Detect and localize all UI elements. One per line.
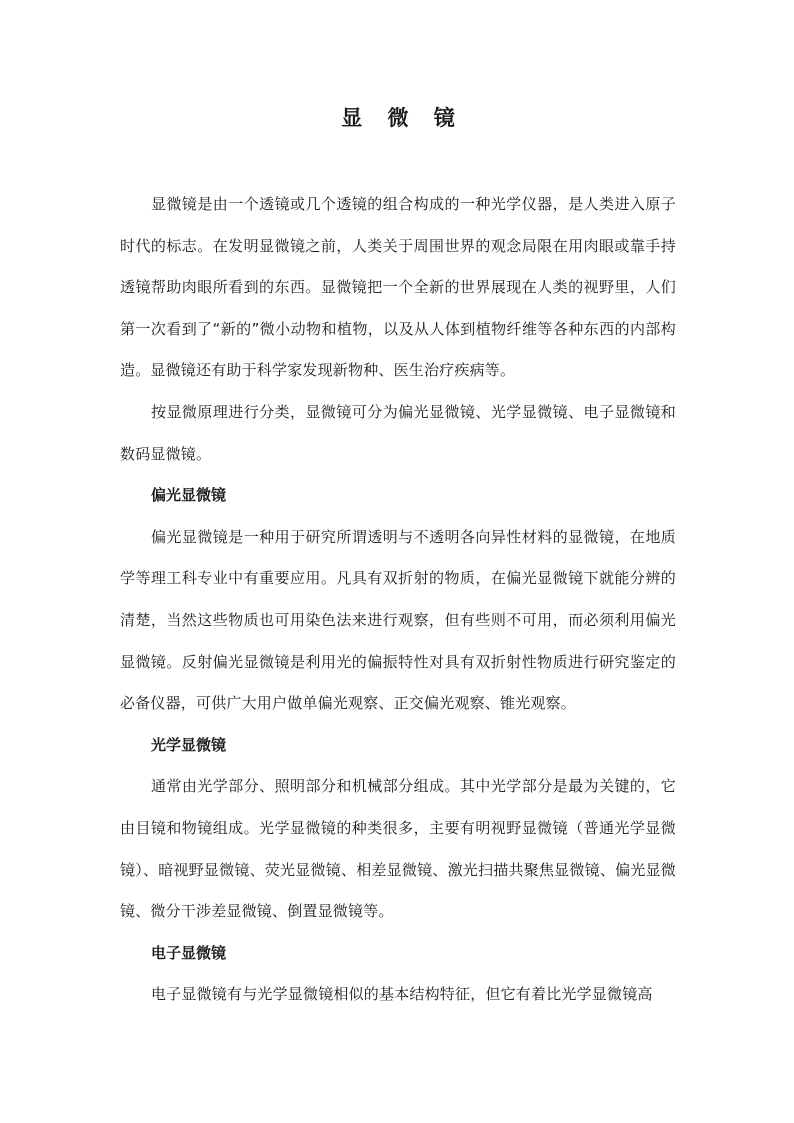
- page-title: 显 微 镜: [341, 106, 464, 130]
- section-paragraph: 偏光显微镜是一种用于研究所谓透明与不透明各向异性材料的显微镜，在地质学等理工科专业中有重要应用。凡具有双折射的物质，在偏光显微镜下就能分辨的清楚，当然这些物质也可用染色法来进行观察，但有些则不可用，而必须利用偏光显微镜。反射偏光显微镜是利用光的偏振特性对具有双折射性物质进行研究鉴定的必备仪器，可供广大用户做单偏光观察、正交偏光观察、锥光观察。: [120, 527, 676, 713]
- document-body: [120, 184, 676, 1016]
- section-polarizing-microscope: [120, 475, 676, 725]
- section-heading: 偏光显微镜: [151, 486, 227, 505]
- classification-paragraph: 按显微原理进行分类，显微镜可分为偏光显微镜、光学显微镜、电子显微镜和数码显微镜。: [120, 402, 676, 463]
- section-optical-microscope: [120, 725, 676, 933]
- section-electron-microscope: [120, 933, 676, 1016]
- section-heading: 光学显微镜: [151, 735, 227, 754]
- section-paragraph: 通常由光学部分、照明部分和机械部分组成。其中光学部分是最为关键的，它由目镜和物镜组成。光学显微镜的种类很多，主要有明视野显微镜（普通光学显微镜）、暗视野显微镜、荧光显微镜、相差显微镜、激光扫描共聚焦显微镜、偏光显微镜、微分干涉差显微镜、倒置显微镜等。: [120, 777, 676, 921]
- section-paragraph: 电子显微镜有与光学显微镜相似的基本结构特征，但它有着比光学显微镜高: [151, 985, 653, 1004]
- intro-paragraph: 显微镜是由一个透镜或几个透镜的组合构成的一种光学仪器，是人类进入原子时代的标志。在发明显微镜之前，人类关于周围世界的观念局限在用肉眼或靠手持透镜帮助肉眼所看到的东西。显微镜把一个全新的世界展现在人类的视野里，人们第一次看到了“新的”微小动物和植物，以及从人体到植物纤维等各种东西的内部构造。显微镜还有助于科学家发现新物种、医生治疗疾病等。: [120, 195, 676, 380]
- section-heading: 电子显微镜: [151, 943, 227, 962]
